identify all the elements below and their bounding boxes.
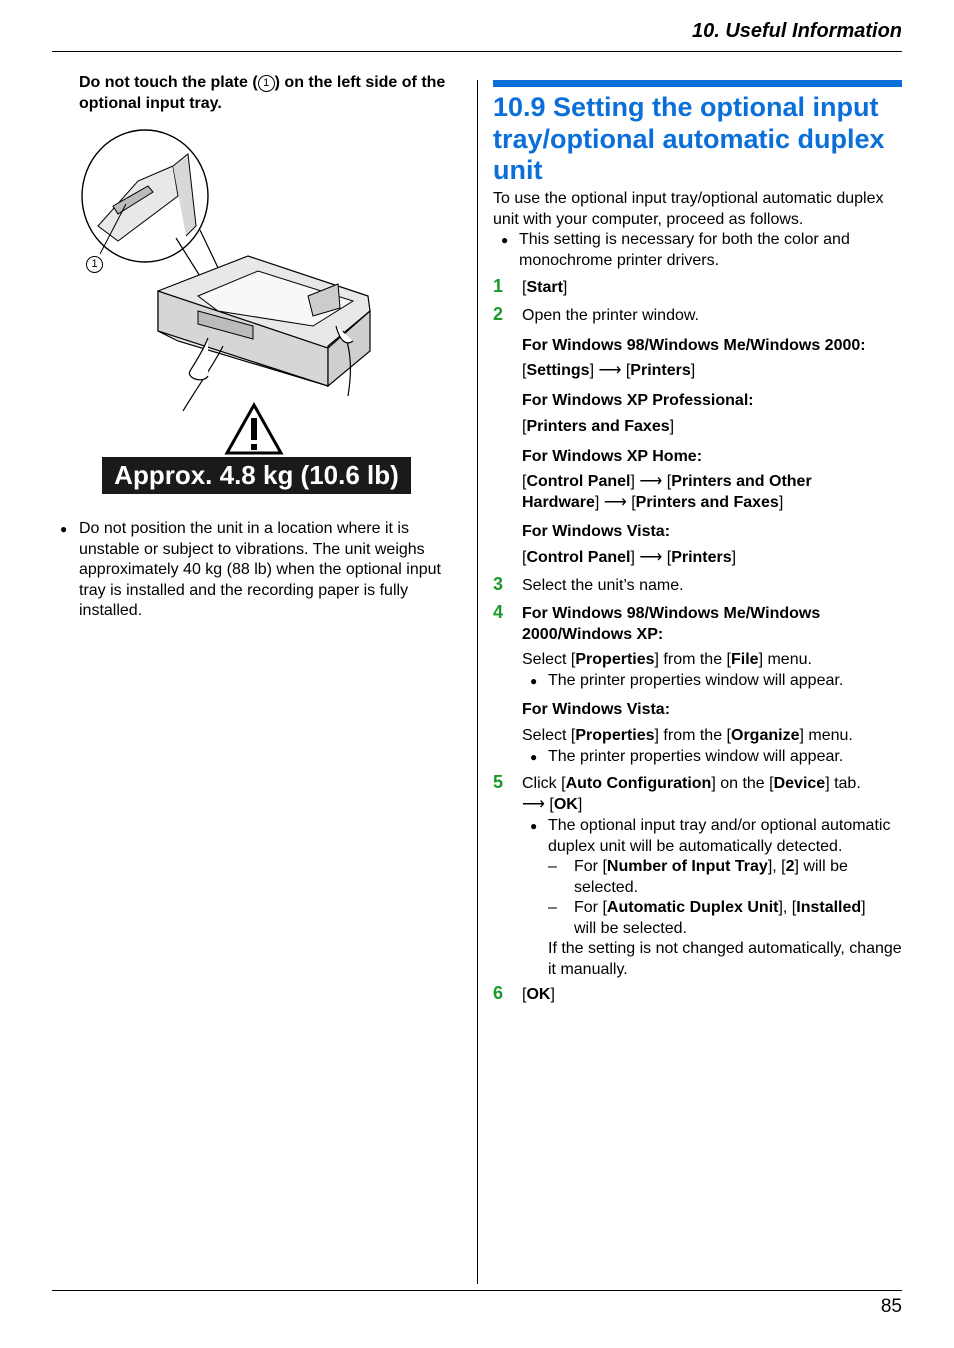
xphome-path: [Control Panel] ⟶ [Printers and Other Hardware] ⟶ [Printers and Faxes]: [522, 473, 812, 511]
intro: To use the optional input tray/optional automatic duplex unit with your computer, proceed as follows. ● This setting is necessary for both the color and monochrome printer drivers.: [493, 190, 884, 269]
step-4-body: Select [Properties] from the [File] menu. ● The printer properties window will appear.: [522, 651, 844, 689]
vista-path: [Control Panel] ⟶ [Printers]: [522, 549, 737, 566]
warning-text: Do not touch the plate ( 1 ) on the left side of the optional input tray.: [79, 74, 446, 112]
win98-path: [Settings] ⟶ [Printers]: [522, 362, 696, 379]
page-number: 85: [880, 1296, 902, 1317]
weight-label: Approx. 4.8 kg (10.6 lb): [102, 457, 411, 494]
xppro-title: For Windows XP Professional:: [522, 392, 754, 409]
warning-triangle-icon: [224, 402, 284, 456]
section-heading: 10.9 Setting the optional input tray/optional automatic duplex unit: [493, 92, 885, 185]
heading-bar: [493, 80, 902, 87]
step-4-vista-title: For Windows Vista:: [522, 701, 671, 718]
vista-title: For Windows Vista:: [522, 523, 671, 540]
xppro-path: [Printers and Faxes]: [522, 418, 675, 435]
callout-number: 1: [258, 75, 275, 92]
left-bullet: ● Do not position the unit in a location where it is unstable or subject to vibrations. The unit weighs approximately 40 kg (88 lb) when the optional input tray is installed and the recording paper is fully installed.: [60, 520, 441, 619]
xphome-title: For Windows XP Home:: [522, 448, 703, 465]
footer-rule: [52, 1290, 902, 1291]
section-header: 10. Useful Information: [691, 20, 902, 42]
win98-title: For Windows 98/Windows Me/Windows 2000:: [522, 337, 866, 354]
step-4-vista-body: Select [Properties] from the [Organize] menu. ● The printer properties window will appear.: [522, 727, 853, 765]
header-rule: [52, 51, 902, 52]
column-divider: [477, 80, 478, 1284]
tray-illustration: [78, 126, 418, 426]
figure-callout: 1: [86, 255, 103, 273]
